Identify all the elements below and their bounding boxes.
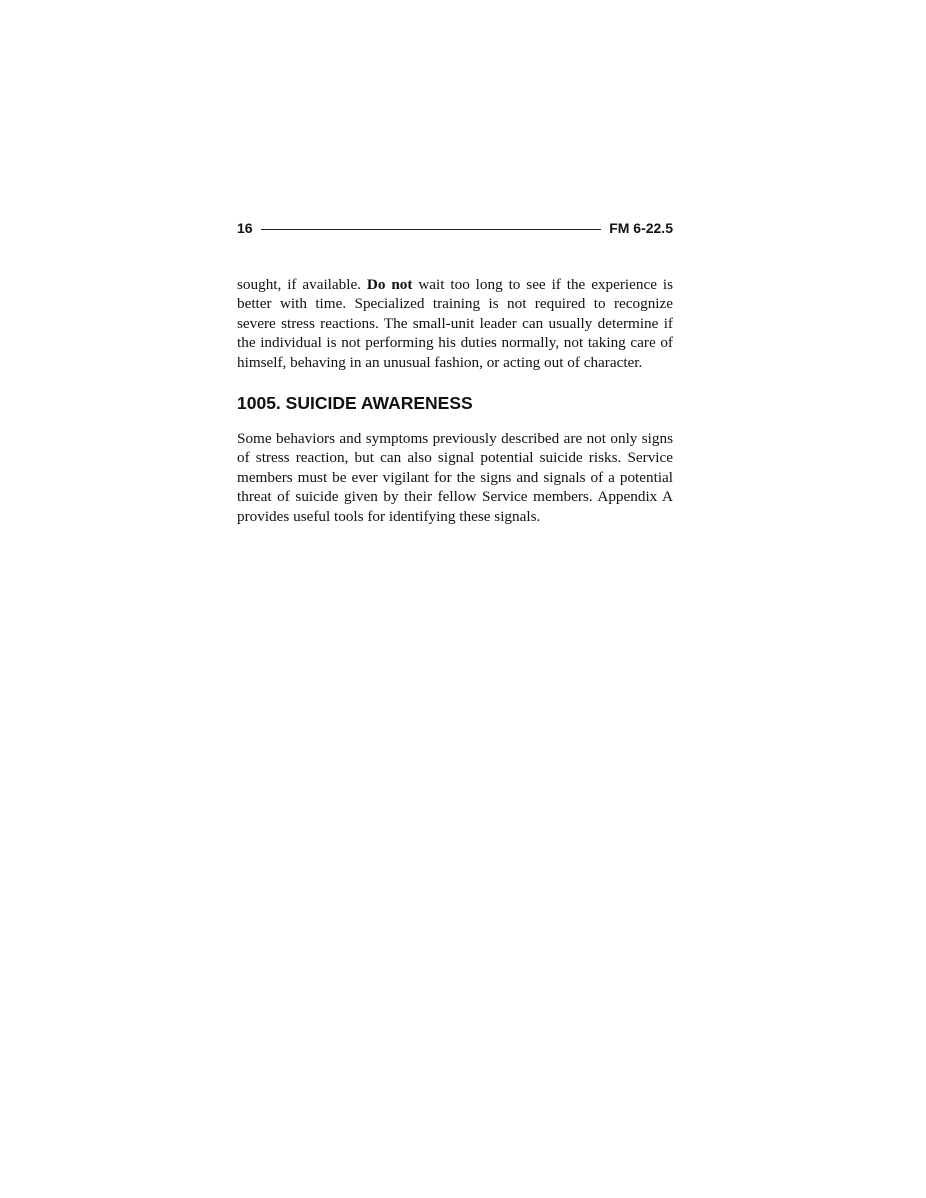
paragraph-text-rest: wait too long to see if the experience is better with time. Specialized training is not required to recognize severe stress reactions. The small-unit leader can usually determine if the individual is not performing his duties normally, not taking care of himself, behaving in an unusual fashion, or acting out of character. — [237, 276, 673, 371]
paragraph-text-start: sought, if available. — [237, 276, 367, 293]
header-rule — [261, 229, 602, 230]
page-number: 16 — [237, 220, 253, 236]
section-paragraph: Some behaviors and symptoms previously described are not only signs of stress reaction, but can also signal potential suicide risks. Service members must be ever vigilant for the signs and signals of a potential threat of suicide given by their fellow Service members. Appendix A provides useful tools for identifying these signals. — [237, 430, 673, 525]
section-heading: 1005. SUICIDE AWARENESS — [237, 393, 473, 414]
emphasis-do-not: Do not — [366, 276, 413, 293]
page-content — [237, 275, 673, 526]
page-header — [237, 218, 673, 238]
document-id: FM 6-22.5 — [609, 220, 673, 236]
body-paragraph — [237, 275, 673, 372]
